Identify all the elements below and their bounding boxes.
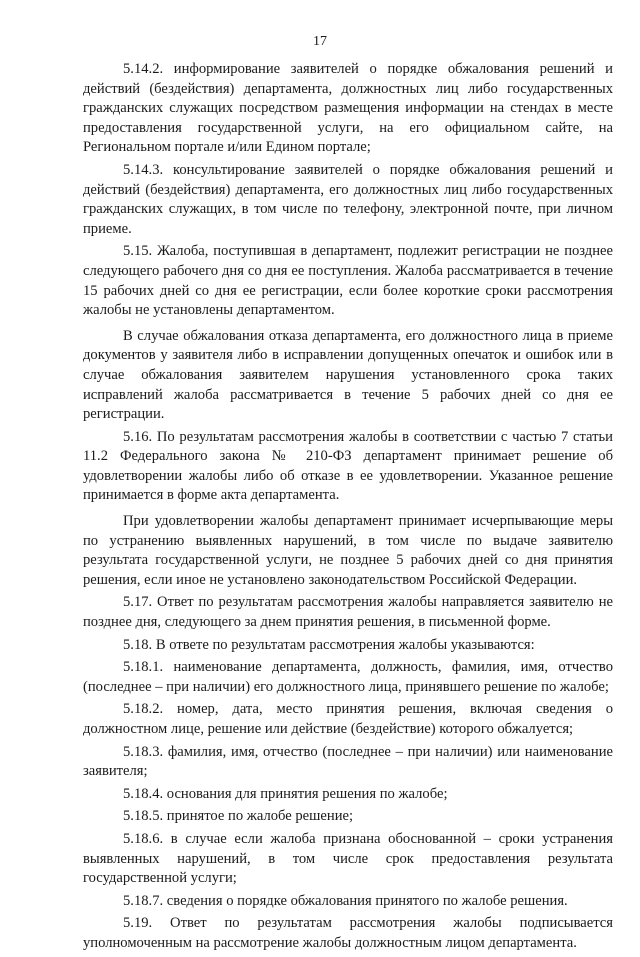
paragraph-5-18-3: 5.18.3. фамилия, имя, отчество (последнее – при наличии) или наименование заявителя; bbox=[83, 743, 613, 780]
paragraph-5-18-5: 5.18.5. принятое по жалобе решение; bbox=[123, 808, 354, 825]
paragraph-5-18-4: 5.18.4. основания для принятия решения по жалобе; bbox=[123, 785, 448, 802]
document-body bbox=[83, 60, 613, 957]
paragraph-5-18-6: 5.18.6. в случае если жалоба признана обоснованной – сроки устранения выявленных нарушений, в том числе срок предоставления результата государственной услуги; bbox=[83, 830, 613, 887]
paragraph-5-18-7: 5.18.7. сведения о порядке обжалования принятого по жалобе решения. bbox=[123, 892, 568, 909]
paragraph-5-17: 5.17. Ответ по результатам рассмотрения жалобы направляется заявителю не позднее дня, следующего за днем принятия решения, в письменной форме. bbox=[83, 594, 613, 631]
paragraph-5-14-3: 5.14.3. консультирование заявителей о порядке обжалования решений и действий (бездействия) департамента, его должностных лиц либо государственных гражданских служащих, в том числе по телефону, электронной почте, при личном приеме. bbox=[83, 161, 613, 237]
paragraph-5-18-1: 5.18.1. наименование департамента, должность, фамилия, имя, отчество (последнее – при наличии) его должностного лица, принявшего решение по жалобе; bbox=[83, 659, 613, 695]
paragraph-5-15-appeal-refusal: В случае обжалования отказа департамента, его должностного лица в приеме документов у заявителя либо в исправлении допущенных опечаток и ошибок или в случае обжалования заявителем нарушения установленного срока таких исправлений жалоба рассматривается в течение 5 рабочих дней со дня ее регистрации. bbox=[83, 327, 613, 423]
paragraph-5-18-2: 5.18.2. номер, дата, место принятия решения, включая сведения о должностном лице, решение или действие (бездействие) которого обжалуется; bbox=[83, 701, 613, 737]
page-number: 17 bbox=[313, 34, 327, 49]
paragraph-5-18: 5.18. В ответе по результатам рассмотрения жалобы указываются: bbox=[123, 636, 535, 653]
paragraph-5-14-2: 5.14.2. информирование заявителей о порядке обжалования решений и действий (бездействия) департамента, должностных лиц либо государственных гражданских служащих посредством размещения информации на стендах в месте предоставления государственной услуги, на его официальном сайте, на Региональном портале и/или Едином портале; bbox=[83, 61, 613, 156]
paragraph-5-19: 5.19. Ответ по результатам рассмотрения жалобы подписывается уполномоченным на рассмотрение жалобы должностным лицом департамента. bbox=[83, 915, 613, 951]
paragraph-5-16-satisfaction: При удовлетворении жалобы департамент принимает исчерпывающие меры по устранению выявленных нарушений, в том числе по выдаче заявителю результата государственной услуги, не позднее 5 рабочих дней со дня принятия решения, если иное не установлено законодательством Российской Федерации. bbox=[83, 513, 613, 588]
paragraph-5-15: 5.15. Жалоба, поступившая в департамент, подлежит регистрации не позднее следующего рабочего дня со дня ее поступления. Жалоба рассматривается в течение 15 рабочих дней со дня ее регистрации, если более короткие сроки рассмотрения жалобы не установлены департаментом. bbox=[83, 243, 613, 319]
paragraph-5-16: 5.16. По результатам рассмотрения жалобы в соответствии с частью 7 статьи 11.2 Федерального закона № 210-ФЗ департамент принимает решение об удовлетворении жалобы либо об отказе в ее удовлетворении. Указанное решение принимается в форме акта департамента. bbox=[83, 428, 613, 504]
